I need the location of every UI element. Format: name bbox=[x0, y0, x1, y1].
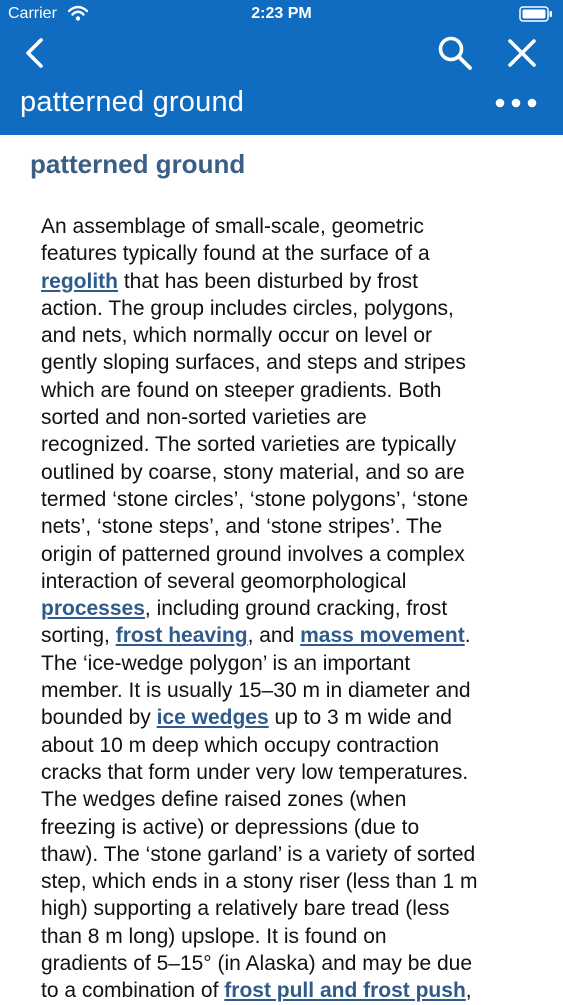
body-line bbox=[41, 759, 531, 786]
entry-content bbox=[0, 135, 563, 1003]
body-line bbox=[41, 595, 531, 622]
body-text-segment: , bbox=[465, 979, 472, 1003]
entry-headword: patterned ground bbox=[30, 149, 246, 179]
body-text-segment: features typically found at the surface of a bbox=[41, 242, 430, 266]
body-text-segment: cracks that form under very low temperatures. bbox=[41, 760, 469, 784]
body-text-segment: and nets, which normally occur on level or bbox=[41, 324, 433, 348]
body-text-segment: termed ‘stone circles’, ‘stone polygons’, ‘stone bbox=[41, 487, 469, 511]
body-line bbox=[41, 377, 531, 404]
body-text-segment: thaw). The ‘stone garland’ is a variety of sorted bbox=[41, 842, 476, 866]
body-text-segment: step, which ends in a stony riser (less than 1 m bbox=[41, 870, 478, 894]
body-text-segment: . bbox=[464, 624, 471, 648]
body-line bbox=[41, 977, 531, 1004]
body-text-segment: which are found on steeper gradients. Both bbox=[41, 378, 442, 402]
body-text-segment: than 8 m long) upslope. It is found on bbox=[41, 924, 387, 948]
cross-reference-link[interactable]: frost pull and frost push bbox=[224, 979, 466, 1003]
body-line bbox=[41, 786, 531, 813]
body-text-segment: to a combination of bbox=[41, 979, 225, 1003]
body-text-segment: , including ground cracking, frost bbox=[144, 597, 448, 621]
cross-reference-link[interactable]: mass movement bbox=[300, 624, 465, 648]
body-line bbox=[41, 541, 531, 568]
body-line bbox=[41, 841, 531, 868]
body-text-segment: gradients of 5–15° (in Alaska) and may be due bbox=[41, 952, 473, 976]
cross-reference-link[interactable]: frost heaving bbox=[115, 624, 248, 648]
body-line bbox=[41, 513, 531, 540]
body-line bbox=[41, 814, 531, 841]
more-horizontal-icon[interactable] bbox=[494, 96, 538, 110]
body-text-segment: sorting, bbox=[41, 624, 116, 648]
body-text-segment: that has been disturbed by frost bbox=[118, 269, 419, 293]
body-line bbox=[41, 868, 531, 895]
body-line bbox=[41, 650, 531, 677]
carrier-label: Carrier bbox=[8, 5, 57, 22]
cross-reference-link[interactable]: processes bbox=[41, 597, 145, 621]
body-text-segment: origin of patterned ground involves a complex bbox=[41, 542, 465, 566]
body-line bbox=[41, 704, 531, 731]
body-line bbox=[41, 732, 531, 759]
search-icon[interactable] bbox=[436, 34, 474, 72]
battery-icon bbox=[519, 6, 553, 22]
body-text-segment: member. It is usually 15–30 m in diameter and bbox=[41, 679, 471, 703]
body-text-segment: interaction of several geomorphological bbox=[41, 569, 407, 593]
body-line bbox=[41, 349, 531, 376]
status-time: 2:23 PM bbox=[251, 5, 312, 22]
body-line bbox=[41, 895, 531, 922]
entry-body bbox=[41, 213, 531, 1005]
body-line bbox=[41, 240, 531, 267]
cross-reference-link[interactable]: ice wedges bbox=[156, 706, 269, 730]
body-text-segment: about 10 m deep which occupy contraction bbox=[41, 733, 440, 757]
body-line bbox=[41, 486, 531, 513]
body-text-segment: outlined by coarse, stony material, and so are bbox=[41, 460, 465, 484]
body-text-segment: high) supporting a relatively bare tread (less bbox=[41, 897, 450, 921]
body-text-segment: An assemblage of small-scale, geometric bbox=[41, 215, 424, 238]
body-text-segment: recognized. The sorted varieties are typically bbox=[41, 433, 457, 457]
body-text-segment: up to 3 m wide and bbox=[268, 706, 452, 730]
close-icon[interactable] bbox=[505, 36, 539, 70]
cross-reference-link[interactable]: regolith bbox=[41, 269, 118, 293]
body-text-segment: freezing is active) or depressions (due to bbox=[41, 815, 420, 839]
status-bar bbox=[0, 0, 563, 30]
app-header bbox=[0, 0, 563, 135]
body-text-segment: action. The group includes circles, polygons, bbox=[41, 296, 454, 320]
body-text-segment: The ‘ice-wedge polygon’ is an important bbox=[41, 651, 411, 675]
body-text-segment: , and bbox=[247, 624, 301, 648]
body-line bbox=[41, 568, 531, 595]
body-line bbox=[41, 923, 531, 950]
body-line bbox=[41, 677, 531, 704]
body-text-segment: sorted and non-sorted varieties are bbox=[41, 406, 367, 430]
nav-title: patterned ground bbox=[20, 86, 245, 118]
body-text-segment: The wedges define raised zones (when bbox=[41, 788, 407, 812]
body-line bbox=[41, 295, 531, 322]
body-text-segment: nets’, ‘stone steps’, and ‘stone stripes’. The bbox=[41, 515, 443, 539]
body-text-segment: bounded by bbox=[41, 706, 157, 730]
body-line bbox=[41, 268, 531, 295]
body-line bbox=[41, 213, 531, 240]
body-text-segment: gently sloping surfaces, and steps and stripes bbox=[41, 351, 466, 375]
body-line bbox=[41, 322, 531, 349]
body-line bbox=[41, 404, 531, 431]
body-line bbox=[41, 459, 531, 486]
chevron-left-icon[interactable] bbox=[20, 36, 50, 70]
body-line bbox=[41, 950, 531, 977]
body-line bbox=[41, 622, 531, 649]
body-line bbox=[41, 431, 531, 458]
